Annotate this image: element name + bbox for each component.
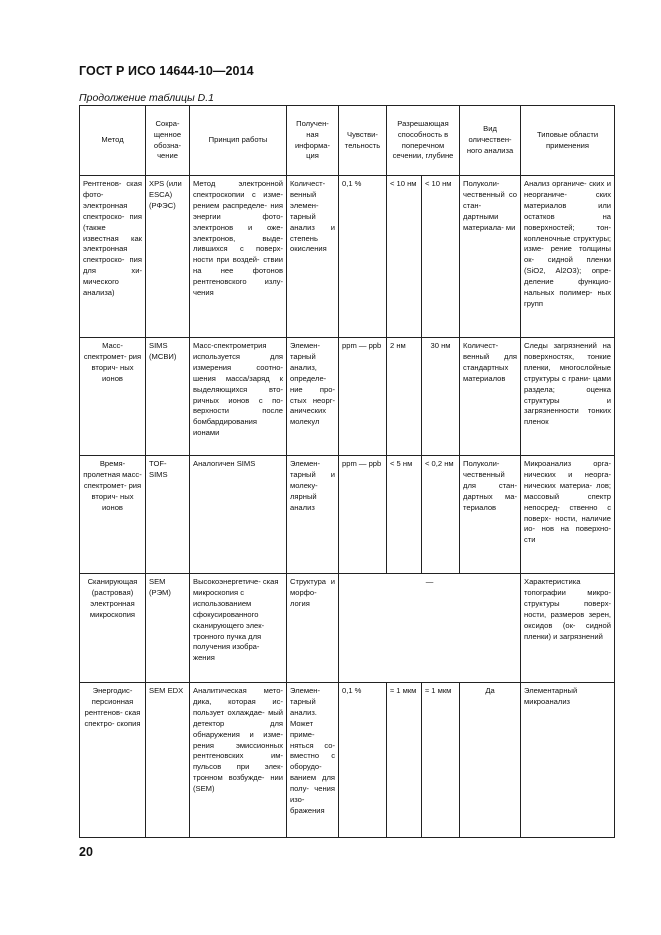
abbreviation-cell: XPS (или ESCA) (РФЭС) [146,176,190,338]
abbreviation-cell: SEM (РЭМ) [146,574,190,683]
abbreviation-cell: SIMS (МСВИ) [146,338,190,456]
table-row [80,338,615,456]
column-header: Типовые области применения [521,106,615,176]
abbreviation-cell: SEM EDX [146,683,190,838]
sensitivity-cell: 0,1 % [339,176,387,338]
quant-analysis-cell: Да [460,683,521,838]
table-caption: Продолжение таблицы D.1 [79,92,214,104]
principle-cell: Высокоэнергетиче- ская микроскопия с использованием сфокусированного сканирующего элек- тронного пучка для получения изобра- жения [190,574,287,683]
table-row [80,456,615,574]
applications-cell: Следы загрязнений на поверхностях, тонкие пленки, многослойные структуры с грани- цами раздела; оценка структуры и загрязненности тонких пленок [521,338,615,456]
method-cell: Масс- спектромет- рия вторич- ных ионов [80,338,146,456]
quant-analysis-cell: Количест- венный для стандартных материалов [460,338,521,456]
sensitivity-cell: ppm — ppb [339,338,387,456]
info-cell: Элемен- тарный и молеку- лярный анализ [287,456,339,574]
sensitivity-cell: ppm — ppb [339,456,387,574]
applications-cell: Характеристика топографии микро- структуры поверх- ности, размеров зерен, оксидов (ок- сидной пленки) и загрязнений [521,574,615,683]
principle-cell: Метод электронной спектроскопии с изме- рением распределе- ния энергии фото- электронов и оже- электронов, выде- лившихся с поверх- ности при воздей- ствии на нее фотонов рентгеновского излу- чения [190,176,287,338]
info-cell: Элемен- тарный анализ, определе- ние про- стых неорг- анических молекул [287,338,339,456]
resolution-cell: < 0,2 нм [422,456,460,574]
principle-cell: Аналогичен SIMS [190,456,287,574]
quant-analysis-cell: Полуколи- чественный для стан- дартных ма- териалов [460,456,521,574]
resolution-cell: ≈ 1 мкм [387,683,422,838]
column-header: Разрешающая способность в поперечном сечении, глубине [387,106,460,176]
methods-table [79,105,615,838]
quant-analysis-cell: Полуколи- чественный со стан- дартными материала- ми [460,176,521,338]
column-header: Сокра- щенное обозна- чение [146,106,190,176]
method-cell: Время- пролетная масс- спектромет- рия вторич- ных ионов [80,456,146,574]
document-title: ГОСТ Р ИСО 14644-10—2014 [79,64,254,78]
resolution-cell: < 5 нм [387,456,422,574]
sensitivity-cell: 0,1 % [339,683,387,838]
table-row [80,574,615,683]
method-cell: Сканирующая (растровая) электронная микроскопия [80,574,146,683]
info-cell: Элемен- тарный анализ. Может приме- няться со- вместно с оборудо- ванием для полу- чения изо- бражения [287,683,339,838]
column-header: Чувстви- тельность [339,106,387,176]
applications-cell: Элементарный микроанализ [521,683,615,838]
resolution-cell: 2 нм [387,338,422,456]
resolution-cell: ≈ 1 мкм [422,683,460,838]
resolution-cell: 30 нм [422,338,460,456]
principle-cell: Аналитическая мето- дика, которая ис- пользует охлаждае- мый детектор для обнаружения и изме- рения эмиссионных рентгеновских им- пульсов при элек- тронном возбужде- нии (SEM) [190,683,287,838]
abbreviation-cell: TOF- SIMS [146,456,190,574]
column-header: Вид оличествен- ного анализа [460,106,521,176]
page-number: 20 [79,845,93,859]
applications-cell: Анализ органиче- ских и неорганиче- ских материалов или остатков на поверхностей; тон- копленочные структуры; изме- рение толщины ок- сидной пленки (SiO2, Al2O3); опре- деление функцио- нальных полимер- ных групп [521,176,615,338]
method-cell: Рентгенов- ская фото- электронная спектроско- пия (также известная как электронная спектроско- пия для хи- мического анализа) [80,176,146,338]
principle-cell: Масс-спектрометрия используется для измерения соотно- шения масса/заряд к выделяющихся вто- ричных ионов с по- верхности после бомбардирования ионами [190,338,287,456]
table-row [80,683,615,838]
method-cell: Энергодис- персионная рентгенов- ская спектро- скопия [80,683,146,838]
merged-dash-cell: — [339,574,521,683]
column-header: Метод [80,106,146,176]
column-header: Получен- ная информа- ция [287,106,339,176]
resolution-cell: < 10 нм [422,176,460,338]
info-cell: Количест- венный элемен- тарный анализ и степень окисления [287,176,339,338]
applications-cell: Микроанализ орга- нических и неорга- нических материа- лов; массовый спектр непосред- ственно с поверх- ности, наличие ио- нов на поверхно- сти [521,456,615,574]
table-row [80,176,615,338]
resolution-cell: < 10 нм [387,176,422,338]
table-header-row [80,106,615,176]
info-cell: Структура и морфо- логия [287,574,339,683]
column-header: Принцип работы [190,106,287,176]
